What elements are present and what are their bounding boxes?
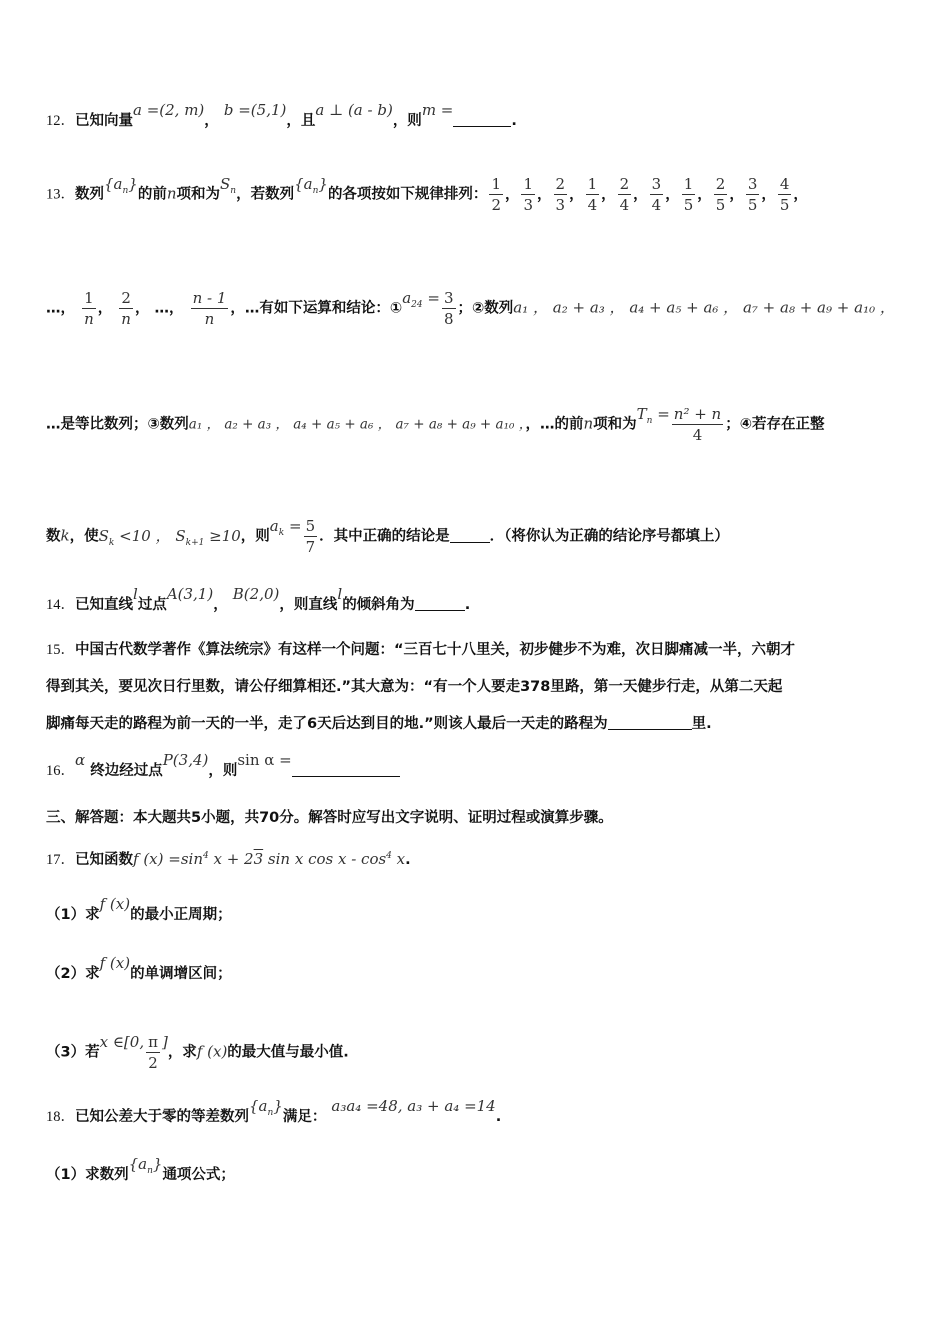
math-expression: }: [128, 174, 138, 193]
fraction: [618, 176, 632, 213]
fraction: [119, 290, 133, 327]
subscript: k: [108, 537, 115, 548]
denominator: 5: [715, 196, 726, 214]
math-expression: f (x): [196, 1042, 228, 1061]
text: ，则直线: [279, 597, 338, 613]
numerator: 1: [587, 175, 598, 193]
question-number: 12．: [46, 113, 75, 129]
fraction: [650, 176, 664, 213]
text: 中国古代数学著作《算法统宗》有这样一个问题：“三百七十八里关，初步健步不为难，次日脚痛减一半，六朝才: [75, 642, 796, 658]
answer-blank: [415, 610, 465, 611]
math-variable: α: [75, 751, 86, 769]
math-variable: S: [220, 174, 231, 193]
math-variable: T: [636, 404, 647, 423]
fraction-sequence: [487, 175, 808, 214]
numerator: 2: [121, 289, 131, 307]
text: 得到其关，要见次日行里数，请公仔细算相还.”其大意为：“有一个人要走378里路，第一天健步行走，从第二天起: [46, 679, 783, 695]
text: 脚痛每天走的路程为前一天的一半，走了6天后达到目的地.”则该人最后一天走的路程为: [46, 716, 608, 732]
numerator: n² + n: [673, 405, 722, 423]
question-17-part-1: [46, 895, 910, 925]
text: 的单调增区间；: [130, 966, 232, 982]
text: ，求: [167, 1044, 197, 1061]
denominator: 2: [148, 1054, 158, 1072]
question-18-part-1: （1）求数列$\{a_n\}$通项公式；: [46, 1155, 235, 1183]
question-17: [46, 846, 910, 870]
fraction: [586, 176, 600, 213]
text: ．（将你认为正确的结论序号都填上）: [489, 528, 729, 545]
separator: ，: [569, 186, 584, 203]
math-variable: a: [402, 288, 412, 307]
text: .: [405, 852, 411, 868]
text: ．其中正确的结论是: [319, 528, 450, 545]
question-16: [46, 751, 910, 781]
numerator: 1: [683, 175, 694, 193]
question-17-part-3: [46, 1034, 910, 1071]
denominator: n: [204, 310, 215, 328]
question-13-line-2: …， $\frac{1}{n}$ ， $\frac{2}{n}$ ， …， $\frac{n - 1}{n}$ ，…有如下运算和结论：$①a_{24}$ = $\frac{3}{8}$ ；②数列a₁ ， a₂ + a₃ ， a₄ + a₅ + a₆ ， a₇ + a₈ + a₉ + a₁₀ ，: [46, 288, 895, 328]
fraction: [442, 290, 456, 327]
separator: ，: [729, 186, 744, 203]
text: 的倾斜角为: [342, 597, 415, 613]
question-number: 15．: [46, 642, 75, 658]
text: ，…的前: [525, 416, 584, 433]
answer-blank: [292, 776, 400, 777]
math-variable: l: [133, 585, 138, 603]
math-expression: {a: [104, 174, 123, 193]
math-variable: k: [60, 526, 70, 545]
text: ，…有如下运算和结论：①: [230, 300, 403, 317]
subscript: n: [646, 415, 653, 426]
denominator: n: [84, 310, 94, 328]
math-expression: f (x) =sin: [133, 850, 203, 868]
denominator: 8: [443, 310, 454, 328]
question-17-part-2: [46, 954, 910, 984]
text: …是等比数列；③数列: [46, 416, 189, 433]
numerator: 3: [651, 175, 662, 193]
subscript: n: [230, 185, 237, 196]
fraction: [82, 290, 96, 327]
numerator: 1: [523, 175, 534, 193]
section-heading: [46, 808, 910, 828]
math-variable: a: [138, 1155, 148, 1173]
separator: ，: [665, 186, 680, 203]
numerator: 5: [305, 517, 316, 535]
math-expression: ≥10: [209, 526, 241, 545]
text: 满足：: [282, 1109, 327, 1125]
question-14: [46, 585, 910, 615]
separator: ，: [793, 186, 808, 203]
text: ，使: [69, 528, 99, 545]
math-expression: B(2,0): [232, 585, 280, 603]
math-expression: {a: [294, 174, 313, 193]
separator: ，: [504, 186, 520, 203]
text: …，: [46, 300, 75, 317]
separator: ，: [537, 186, 552, 203]
math-expression: <10 ，: [119, 526, 171, 545]
math-variable: l: [337, 585, 343, 603]
text: ，则: [392, 113, 422, 129]
text: 的各项按如下规律排列：: [327, 186, 488, 203]
math-expression: m =: [421, 101, 454, 119]
question-13: [46, 176, 910, 213]
subscript: n: [267, 1108, 274, 1118]
fraction: [146, 1034, 160, 1071]
denominator: 2: [491, 196, 501, 214]
superscript: 4: [386, 851, 392, 861]
denominator: 4: [587, 196, 598, 214]
subscript: n: [122, 185, 129, 196]
text: 已知函数: [75, 852, 133, 868]
question-number: 17．: [46, 852, 75, 868]
text: .: [495, 1109, 502, 1125]
text: 已知向量: [75, 113, 133, 129]
numerator: 1: [491, 175, 501, 193]
math-expression: x ∈[0,: [99, 1032, 145, 1051]
answer-blank: [608, 729, 692, 730]
question-15: [46, 640, 910, 660]
denominator: 7: [305, 538, 316, 556]
separator: ，: [601, 186, 616, 203]
math-expression: A(3,1): [166, 585, 214, 603]
text: 里.: [691, 716, 712, 732]
fraction: [746, 176, 760, 213]
text: 数列: [75, 186, 104, 203]
math-operator: =: [427, 288, 440, 307]
denominator: 4: [692, 426, 703, 444]
math-variable: n: [583, 414, 594, 433]
question-12: [46, 101, 910, 131]
math-expression: f (x): [99, 954, 131, 972]
text: ，若数列: [236, 186, 295, 203]
math-expression: sin x cos x - cos: [263, 850, 387, 868]
text: 的最大值与最小值.: [227, 1044, 349, 1061]
text: …，: [154, 300, 184, 317]
fraction: [682, 176, 696, 213]
math-expression: ]: [161, 1032, 168, 1051]
math-expression: f (x): [99, 895, 131, 913]
question-number: 18．: [46, 1109, 75, 1125]
denominator: 4: [651, 196, 662, 214]
math-expression: x: [391, 850, 406, 868]
question-number: 13．: [46, 186, 75, 203]
text: 数: [46, 528, 61, 545]
denominator: 5: [779, 196, 790, 214]
question-number: 16．: [46, 763, 75, 779]
math-expression: sin α =: [237, 751, 292, 769]
numerator: π: [148, 1033, 158, 1051]
numerator: n - 1: [192, 289, 227, 307]
text: ；④若存在正整: [725, 416, 825, 433]
question-13-line-4: 数k，使$S_k <10$ ， $S_{k+1} \ge 10$，则$a_k$ = $\frac{5}{7}$ ．其中正确的结论是 ．（将你认为正确的结论序号都填上）: [46, 516, 729, 556]
text: .: [511, 113, 517, 129]
text: 项和为: [593, 416, 637, 433]
question-18: 18．已知公差大于零的等差数列$\{a_n\}$满足： a₃a₄ =48, a₃ + a₄ =14.: [46, 1097, 502, 1125]
fraction: [672, 406, 723, 443]
text: 已知公差大于零的等差数列: [75, 1109, 249, 1125]
fraction: [554, 176, 568, 213]
text: 通项公式；: [162, 1167, 235, 1183]
denominator: 5: [747, 196, 758, 214]
subscript: n: [147, 1166, 153, 1176]
math-expression: a =(2, m): [133, 101, 205, 119]
fraction: [714, 176, 728, 213]
math-variable: n: [166, 184, 177, 203]
subscript: k+1: [185, 537, 205, 548]
math-expression: a ⊥ (a - b): [315, 101, 393, 119]
numerator: 1: [84, 289, 94, 307]
separator: ，: [633, 186, 648, 203]
text: （2）求: [46, 966, 100, 982]
text: 过点: [137, 597, 167, 613]
numerator: 2: [715, 175, 726, 193]
answer-blank: [453, 126, 511, 127]
text: ，则: [240, 528, 270, 545]
numerator: 3: [747, 175, 758, 193]
math-variable: S: [175, 526, 186, 545]
math-variable: a: [258, 1097, 268, 1115]
denominator: 3: [523, 196, 534, 214]
math-expression: a₃a₄ =48, a₃ + a₄ =14: [331, 1097, 496, 1115]
answer-blank: [450, 542, 490, 543]
math-expression: P(3,4): [162, 751, 209, 769]
subscript: 24: [411, 299, 423, 310]
question-15-line-3: [46, 714, 910, 734]
superscript: 4: [202, 851, 209, 861]
denominator: n: [121, 310, 131, 328]
math-sequence: a₁ ， a₂ + a₃ ， a₄ + a₅ + a₆ ， a₇ + a₈ + a₉ + a₁₀ ，: [513, 298, 895, 317]
separator: ，: [761, 186, 776, 203]
math-sqrt: 3: [253, 850, 264, 868]
math-variable: a: [269, 516, 279, 535]
denominator: 3: [555, 196, 566, 214]
separator: ，: [697, 186, 712, 203]
text: （3）若: [46, 1044, 100, 1061]
text: 的前: [137, 186, 167, 203]
subscript: n: [312, 185, 319, 196]
text: 三、解答题：本大题共5小题，共70分。解答时应写出文字说明、证明过程或演算步骤。: [46, 810, 613, 826]
text: ，: [213, 597, 228, 613]
text: .: [464, 597, 471, 613]
numerator: 4: [779, 175, 790, 193]
math-sequence: a₁ ， a₂ + a₃ ， a₄ + a₅ + a₆ ， a₇ + a₈ + a₉ + a₁₀ ，: [188, 416, 526, 433]
text: ，则: [208, 763, 238, 779]
fraction: [521, 176, 535, 213]
math-expression: }: [318, 174, 328, 193]
subscript: k: [278, 527, 285, 538]
fraction: [304, 518, 318, 555]
question-number: 14．: [46, 597, 75, 613]
math-expression: b =(5,1): [223, 101, 287, 119]
denominator: 5: [683, 196, 694, 214]
math-expression: x + 2: [208, 850, 254, 868]
text: 的最小正周期；: [130, 907, 232, 923]
question-15-line-2: [46, 677, 910, 697]
numerator: 2: [619, 175, 630, 193]
text: 终边经过点: [90, 763, 163, 779]
question-13-line-3: …是等比数列；③数列a₁ ， a₂ + a₃ ， a₄ + a₅ + a₆ ， a₇ + a₈ + a₉ + a₁₀ ，，…的前n项和为$T_n$ = $\frac{\text{n² + n}}{4}$ ；④若存在正整: [46, 404, 825, 444]
text: （1）求: [46, 907, 100, 923]
math-variable: S: [98, 526, 109, 545]
text: ，且: [286, 113, 316, 129]
text: ；②数列: [457, 300, 514, 317]
denominator: 4: [619, 196, 630, 214]
numerator: 2: [555, 175, 566, 193]
numerator: 3: [443, 289, 454, 307]
text: ，: [204, 113, 219, 129]
fraction: [489, 176, 503, 213]
text: 已知直线: [75, 597, 133, 613]
text: 项和为: [176, 186, 221, 203]
fraction: [191, 290, 229, 327]
text: （1）求数列: [46, 1167, 129, 1183]
fraction: [778, 176, 792, 213]
